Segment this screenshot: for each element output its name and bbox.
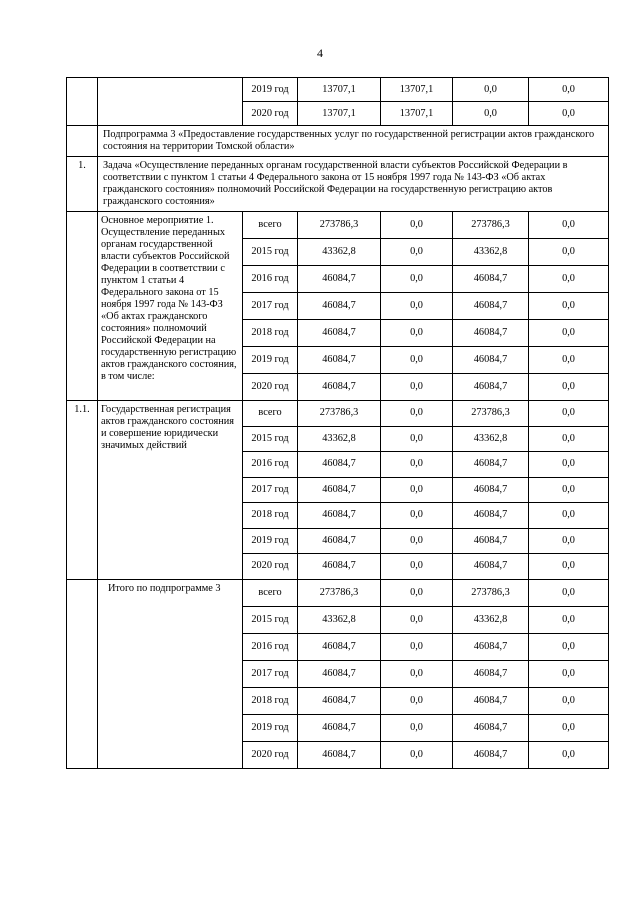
- total-cell: 43362,8: [298, 426, 381, 452]
- total-cell: 46084,7: [298, 266, 381, 293]
- total-cell: 13707,1: [298, 78, 381, 102]
- federal-cell: 0,0: [381, 426, 453, 452]
- federal-cell: 0,0: [381, 660, 453, 687]
- total-cell: 43362,8: [298, 239, 381, 266]
- federal-cell: 0,0: [381, 239, 453, 266]
- budget-table: [66, 77, 609, 769]
- regional-cell: 46084,7: [453, 374, 529, 401]
- year-cell: 2016 год: [243, 452, 298, 478]
- activity-name: Основное мероприятие 1. Осуществление переданных органам государственной власти субъектов Российской Федерации в соответствии с пунктом 1 статьи 4 Федерального закона от 15 ноября 1997 года № 143-ФЗ «Об актах гражданского состояния» полномочий Российской Федерации на государственную регистрацию актов гражданского состояния, в том числе:: [98, 212, 243, 401]
- year-cell: 2016 год: [243, 633, 298, 660]
- other-cell: 0,0: [529, 714, 609, 741]
- year-cell: 2017 год: [243, 660, 298, 687]
- total-cell: 46084,7: [298, 660, 381, 687]
- regional-cell: 46084,7: [453, 347, 529, 374]
- federal-cell: 0,0: [381, 579, 453, 606]
- federal-cell: 0,0: [381, 212, 453, 239]
- year-cell: 2019 год: [243, 714, 298, 741]
- table-row: [67, 126, 609, 157]
- federal-cell: 0,0: [381, 320, 453, 347]
- activity-number: [67, 579, 98, 768]
- year-cell: 2020 год: [243, 374, 298, 401]
- total-cell: 46084,7: [298, 741, 381, 768]
- year-cell: 2017 год: [243, 477, 298, 503]
- total-cell: 46084,7: [298, 633, 381, 660]
- regional-cell: 46084,7: [453, 452, 529, 478]
- number-cell: [67, 78, 98, 126]
- table-row: [67, 212, 609, 239]
- year-cell: всего: [243, 579, 298, 606]
- table-row: [67, 401, 609, 427]
- task-number: 1.: [67, 157, 98, 212]
- activity-name: Итого по подпрограмме 3: [98, 579, 243, 768]
- total-cell: 46084,7: [298, 320, 381, 347]
- regional-cell: 273786,3: [453, 401, 529, 427]
- federal-cell: 0,0: [381, 633, 453, 660]
- federal-cell: 0,0: [381, 503, 453, 529]
- year-cell: 2019 год: [243, 528, 298, 554]
- year-cell: всего: [243, 212, 298, 239]
- regional-cell: 46084,7: [453, 528, 529, 554]
- regional-cell: 46084,7: [453, 554, 529, 580]
- year-cell: 2015 год: [243, 239, 298, 266]
- other-cell: 0,0: [529, 239, 609, 266]
- regional-cell: 46084,7: [453, 633, 529, 660]
- other-cell: 0,0: [529, 401, 609, 427]
- total-cell: 46084,7: [298, 503, 381, 529]
- total-cell: 46084,7: [298, 687, 381, 714]
- year-cell: 2019 год: [243, 347, 298, 374]
- year-cell: 2019 год: [243, 78, 298, 102]
- regional-cell: 46084,7: [453, 687, 529, 714]
- other-cell: 0,0: [529, 503, 609, 529]
- federal-cell: 0,0: [381, 452, 453, 478]
- total-cell: 46084,7: [298, 528, 381, 554]
- regional-cell: 0,0: [453, 102, 529, 126]
- federal-cell: 0,0: [381, 293, 453, 320]
- other-cell: 0,0: [529, 78, 609, 102]
- other-cell: 0,0: [529, 633, 609, 660]
- table-row: [67, 579, 609, 606]
- year-cell: 2020 год: [243, 741, 298, 768]
- total-cell: 273786,3: [298, 212, 381, 239]
- regional-cell: 43362,8: [453, 239, 529, 266]
- other-cell: 0,0: [529, 320, 609, 347]
- total-cell: 46084,7: [298, 374, 381, 401]
- subprogram-title: Подпрограмма 3 «Предоставление государственных услуг по государственной регистрации актов гражданского состояния на территории Томской области»: [98, 126, 609, 157]
- other-cell: 0,0: [529, 477, 609, 503]
- year-cell: 2016 год: [243, 266, 298, 293]
- regional-cell: 43362,8: [453, 606, 529, 633]
- number-cell: [67, 126, 98, 157]
- federal-cell: 0,0: [381, 266, 453, 293]
- other-cell: 0,0: [529, 102, 609, 126]
- federal-cell: 13707,1: [381, 78, 453, 102]
- other-cell: 0,0: [529, 293, 609, 320]
- federal-cell: 0,0: [381, 528, 453, 554]
- other-cell: 0,0: [529, 554, 609, 580]
- total-cell: 13707,1: [298, 102, 381, 126]
- regional-cell: 0,0: [453, 78, 529, 102]
- other-cell: 0,0: [529, 528, 609, 554]
- other-cell: 0,0: [529, 426, 609, 452]
- year-cell: 2018 год: [243, 687, 298, 714]
- total-cell: 43362,8: [298, 606, 381, 633]
- total-cell: 46084,7: [298, 714, 381, 741]
- page-number: 4: [317, 46, 323, 60]
- total-cell: 273786,3: [298, 401, 381, 427]
- name-cell: [98, 78, 243, 126]
- other-cell: 0,0: [529, 687, 609, 714]
- other-cell: 0,0: [529, 741, 609, 768]
- regional-cell: 46084,7: [453, 741, 529, 768]
- regional-cell: 46084,7: [453, 503, 529, 529]
- regional-cell: 46084,7: [453, 660, 529, 687]
- regional-cell: 273786,3: [453, 579, 529, 606]
- other-cell: 0,0: [529, 606, 609, 633]
- federal-cell: 0,0: [381, 606, 453, 633]
- year-cell: 2020 год: [243, 554, 298, 580]
- other-cell: 0,0: [529, 660, 609, 687]
- regional-cell: 43362,8: [453, 426, 529, 452]
- activity-number: [67, 212, 98, 401]
- regional-cell: 46084,7: [453, 477, 529, 503]
- regional-cell: 46084,7: [453, 714, 529, 741]
- other-cell: 0,0: [529, 212, 609, 239]
- year-cell: 2018 год: [243, 320, 298, 347]
- regional-cell: 273786,3: [453, 212, 529, 239]
- year-cell: 2015 год: [243, 606, 298, 633]
- federal-cell: 0,0: [381, 687, 453, 714]
- federal-cell: 0,0: [381, 714, 453, 741]
- regional-cell: 46084,7: [453, 320, 529, 347]
- total-cell: 46084,7: [298, 477, 381, 503]
- table-row: [67, 157, 609, 212]
- table-row: [67, 78, 609, 102]
- total-cell: 46084,7: [298, 293, 381, 320]
- total-cell: 46084,7: [298, 554, 381, 580]
- other-cell: 0,0: [529, 579, 609, 606]
- task-text: Задача «Осуществление переданных органам государственной власти субъектов Российской Федерации в соответствии с пунктом 1 статьи 4 Федерального закона от 15 ноября 1997 года № 143-ФЗ «Об актах гражданского состояния» полномочий Российской Федерации на государственную регистрацию актов гражданского состояния»: [98, 157, 609, 212]
- total-cell: 46084,7: [298, 347, 381, 374]
- federal-cell: 0,0: [381, 374, 453, 401]
- activity-number: 1.1.: [67, 401, 98, 580]
- other-cell: 0,0: [529, 266, 609, 293]
- federal-cell: 0,0: [381, 347, 453, 374]
- other-cell: 0,0: [529, 374, 609, 401]
- federal-cell: 0,0: [381, 741, 453, 768]
- year-cell: всего: [243, 401, 298, 427]
- total-cell: 273786,3: [298, 579, 381, 606]
- activity-name: Государственная регистрация актов гражданского состояния и совершение юридически значимых действий: [98, 401, 243, 580]
- regional-cell: 46084,7: [453, 266, 529, 293]
- federal-cell: 0,0: [381, 401, 453, 427]
- federal-cell: 0,0: [381, 554, 453, 580]
- regional-cell: 46084,7: [453, 293, 529, 320]
- other-cell: 0,0: [529, 452, 609, 478]
- total-cell: 46084,7: [298, 452, 381, 478]
- federal-cell: 0,0: [381, 477, 453, 503]
- year-cell: 2020 год: [243, 102, 298, 126]
- year-cell: 2015 год: [243, 426, 298, 452]
- year-cell: 2017 год: [243, 293, 298, 320]
- year-cell: 2018 год: [243, 503, 298, 529]
- other-cell: 0,0: [529, 347, 609, 374]
- federal-cell: 13707,1: [381, 102, 453, 126]
